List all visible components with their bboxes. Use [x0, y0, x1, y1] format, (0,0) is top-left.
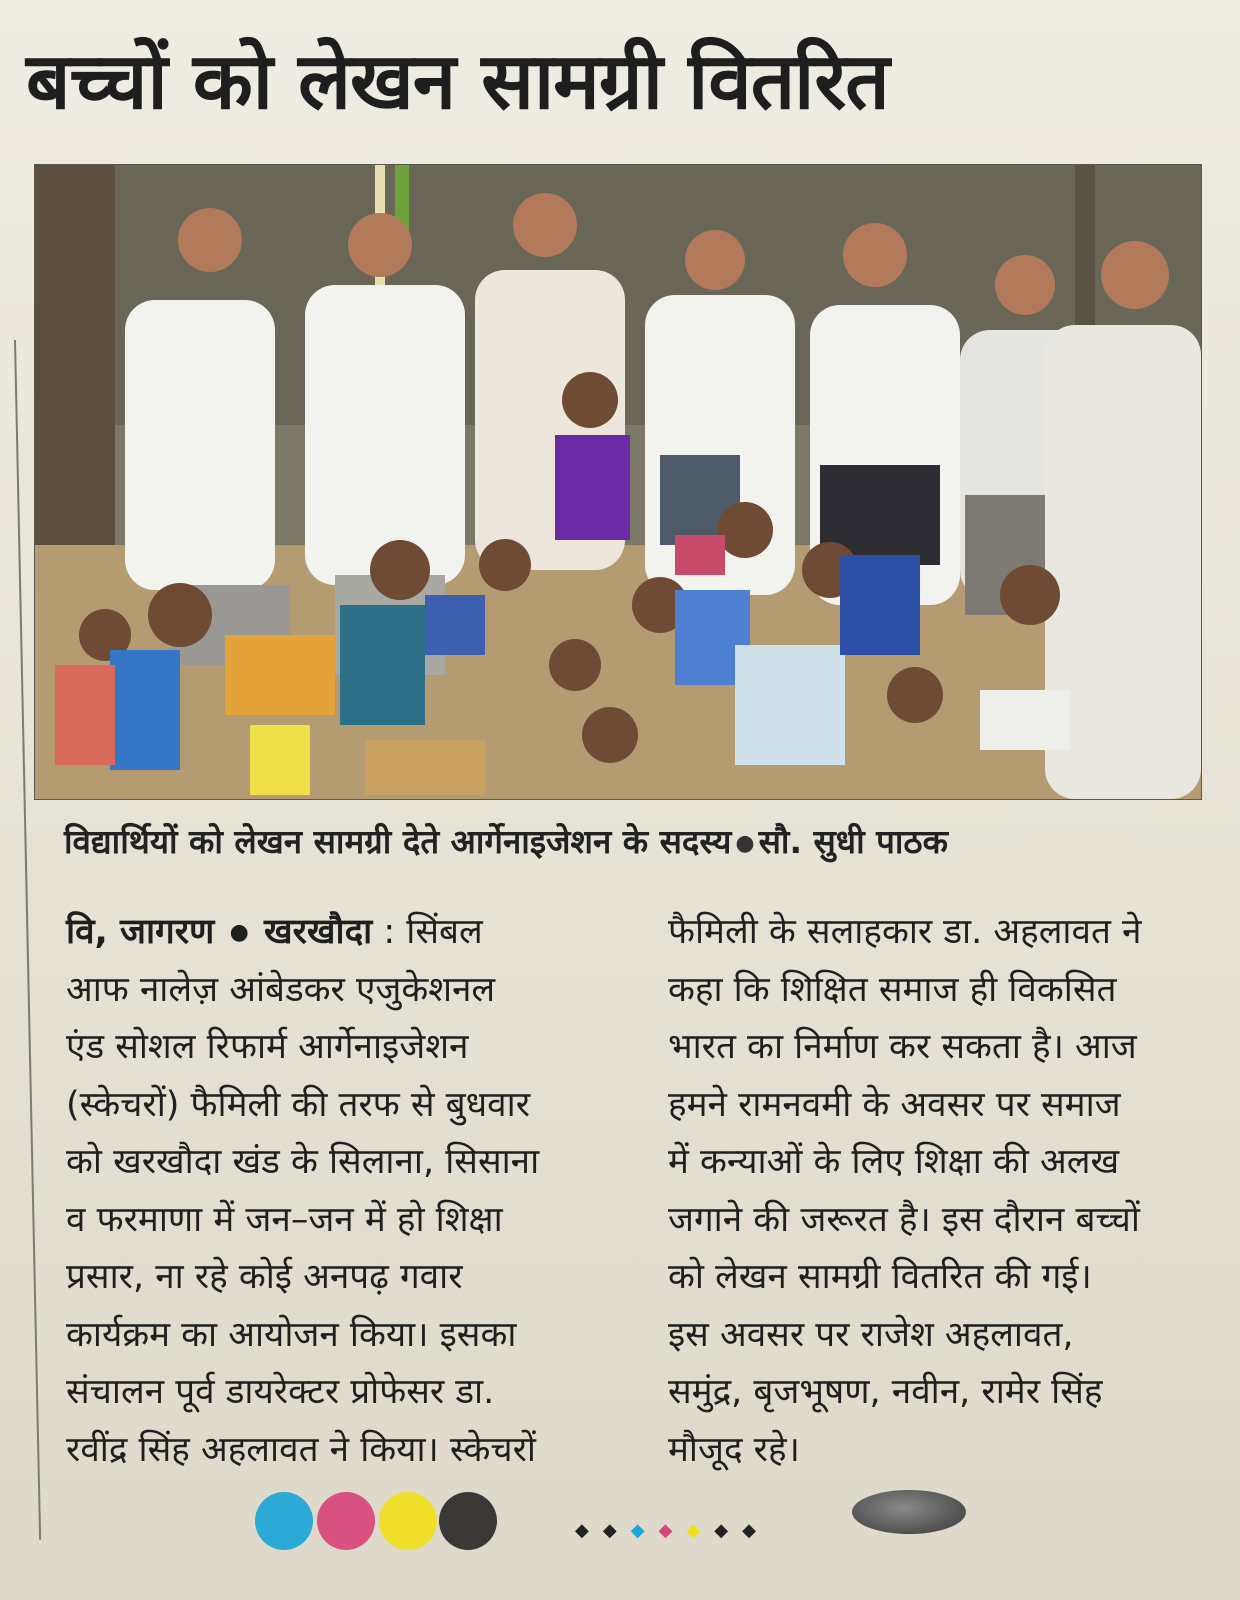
article-line: कार्यक्रम का आयोजन किया। इसका: [66, 1314, 517, 1355]
article-line: संचालन पूर्व डायरेक्टर प्रोफेसर डा.: [66, 1372, 495, 1413]
yellow-registration-dot: [379, 1492, 437, 1550]
magenta-registration-dot: [317, 1492, 375, 1550]
article-line: फैमिली के सलाहकार डा. अहलावत ने: [668, 912, 1142, 952]
article-line: एंड सोशल रिफार्म आर्गेनाइजेशन: [66, 1027, 469, 1068]
diamond-icon: ◆: [602, 1520, 631, 1541]
article-line: प्रसार, ना रहे कोई अनपढ़ गवार: [66, 1257, 463, 1298]
print-diamond-marks: [575, 1520, 770, 1541]
article-line: में कन्याओं के लिए शिक्षा की अलख: [668, 1142, 1120, 1182]
article-line: समुंद्र, बृजभूषण, नवीन, रामेर सिंह: [668, 1372, 1103, 1412]
diamond-icon: ◆: [686, 1520, 715, 1541]
article-line: मौजूद रहे।: [668, 1429, 800, 1470]
photo-illustration: [35, 165, 1201, 799]
article-line: को खरखौदा खंड के सिलाना, सिसाना: [66, 1142, 540, 1183]
bullet-icon: ●: [229, 920, 249, 946]
article-line: आफ नालेज़ आंबेडकर एजुकेशनल: [66, 969, 496, 1010]
cyan-registration-dot: [255, 1492, 313, 1550]
article-line: जगाने की जरूरत है। इस दौरान बच्चों: [668, 1199, 1140, 1240]
diamond-icon: ◆: [714, 1520, 743, 1541]
news-photo: [34, 164, 1202, 800]
article-line: (स्केचरों) फैमिली की तरफ से बुधवार: [66, 1084, 531, 1125]
diamond-icon: ◆: [630, 1520, 659, 1541]
article-line: [66, 904, 626, 962]
headline: बच्चों को लेखन सामग्री वितरित: [26, 37, 889, 127]
article-line: रवींद्र सिंह अहलावत ने किया। स्केचरों: [66, 1429, 536, 1470]
article-column-left: [66, 904, 626, 1479]
diamond-icon: ◆: [575, 1520, 603, 1541]
caption-text: विद्यार्थियों को लेखन सामग्री देते आर्गेनाइजेशन के सदस्य: [64, 822, 732, 861]
article-line: कहा कि शिक्षित समाज ही विकसित: [668, 969, 1117, 1010]
dateline-source: वि, जागरण: [66, 912, 215, 952]
dateline: [66, 912, 372, 952]
ink-smudge: [852, 1490, 966, 1534]
article-line: इस अवसर पर राजेश अहलावत,: [668, 1314, 1074, 1355]
print-registration-marks: [255, 1486, 505, 1566]
article-column-right: [668, 904, 1208, 1479]
article-line: भारत का निर्माण कर सकता है। आज: [668, 1027, 1137, 1067]
diamond-icon: ◆: [742, 1520, 770, 1541]
bullet-icon: ●: [735, 831, 755, 856]
article-line: को लेखन सामग्री वितरित की गई।: [668, 1257, 1092, 1297]
article-line: हमने रामनवमी के अवसर पर समाज: [668, 1084, 1121, 1125]
photo-credit: सौ. सुधी पाठक: [758, 822, 948, 861]
diamond-icon: ◆: [658, 1520, 687, 1541]
dateline-place: खरखौदा: [263, 912, 373, 952]
article-line-text: : सिंबल: [383, 912, 483, 952]
article-line: व फरमाणा में जन–जन में हो शिक्षा: [66, 1199, 503, 1240]
photo-caption: [64, 818, 1184, 863]
black-registration-dot: [439, 1492, 497, 1550]
